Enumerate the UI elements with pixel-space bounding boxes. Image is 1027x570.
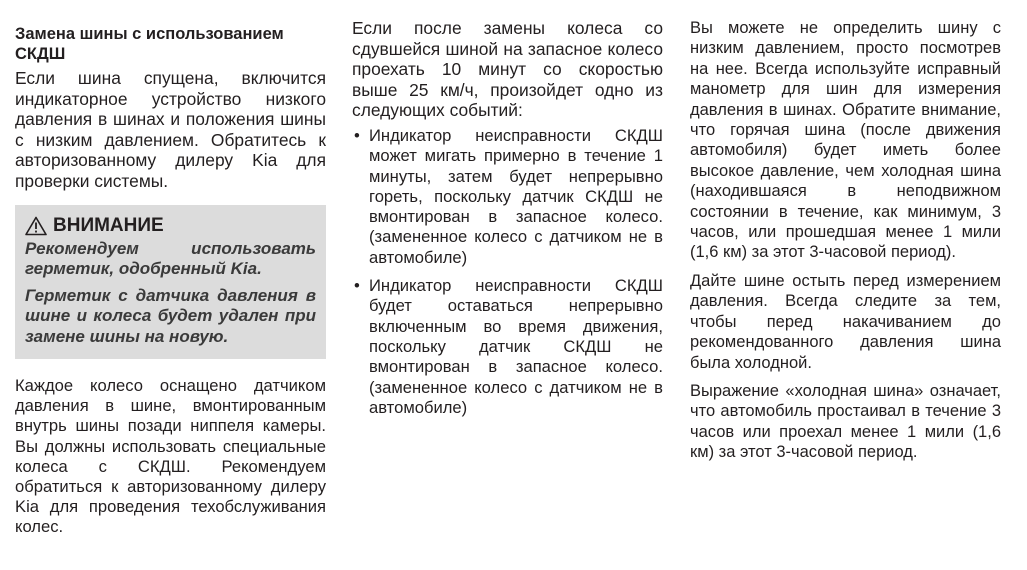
warning-paragraph-1: Рекомендуем использовать герметик, одобренный Kia. [25, 238, 316, 279]
paragraph-3: Выражение «холодная шина» означает, что автомобиль простаивал в течение 3 часов или проехал менее 1 мили (1,6 км) за этот 3-часовой период. [690, 381, 1001, 462]
intro-paragraph: Если шина спущена, включится индикаторное устройство низкого давления в шинах и положения шины с низким давлением. Обратитесь к авторизованному дилеру Kia для проверки системы. [15, 68, 326, 191]
list-item [352, 276, 663, 418]
column-1 [15, 18, 326, 543]
warning-box [15, 205, 326, 360]
paragraph-2: Дайте шине остыть перед измерением давления. Всегда следите за тем, чтобы перед накачиванием до рекомендованного давления шина была холодной. [690, 271, 1001, 372]
list-item [352, 126, 663, 268]
intro-paragraph-2: Если после замены колеса со сдувшейся шиной на запасное колесо проехать 10 минут со скоростью выше 25 км/ч, произойдет одно из следующих событий: [352, 18, 663, 121]
body-paragraph: Каждое колесо оснащено датчиком давления в шине, вмонтированным внутрь шины позади ниппеля камеры. Вы должны использовать специальные колеса с СКДШ. Рекомендуем обратиться к авторизованному дилеру Kia для проведения техобслуживания колес. [15, 376, 326, 537]
paragraph-1: Вы можете не определить шину с низким давлением, просто посмотрев на нее. Всегда используйте исправный манометр для шин для измерения давления в шинах. Обратите внимание, что горячая шина (после движения автомобиля) будет иметь более высокое давление, чем холодная шина (находившаяся в неподвижном состоянии в течение, как минимум, 3 часов, или прошедшая менее 1 мили (1,6 км) за этот 3-часовой период). [690, 19, 1001, 262]
section-heading: Замена шины с использованием СКДШ [15, 25, 284, 63]
column-3 [690, 18, 1001, 471]
warning-title [25, 215, 316, 237]
column-2 [352, 18, 663, 426]
warning-triangle-icon [25, 216, 47, 236]
list-item-text: Индикатор неисправности СКДШ может мигать примерно в течение 1 минуты, затем будет непрерывно гореть, поскольку датчик СКДШ не вмонтирован в запасное колесо. (замененное колесо с датчиком не в автомобиле) [369, 125, 663, 267]
warning-title-text: ВНИМАНИЕ [53, 214, 164, 236]
list-item-text: Индикатор неисправности СКДШ будет оставаться непрерывно включенным во время движения, поскольку датчик СКДШ не вмонтирован в запасное колесо. (замененное колесо с датчиком не в автомобиле) [369, 276, 663, 417]
bullet-icon: • [354, 276, 360, 296]
warning-paragraph-2: Герметик с датчика давления в шине и колеса будет удален при замене шины на новую. [25, 285, 316, 346]
bullet-icon: • [354, 125, 360, 145]
events-list [352, 126, 663, 418]
